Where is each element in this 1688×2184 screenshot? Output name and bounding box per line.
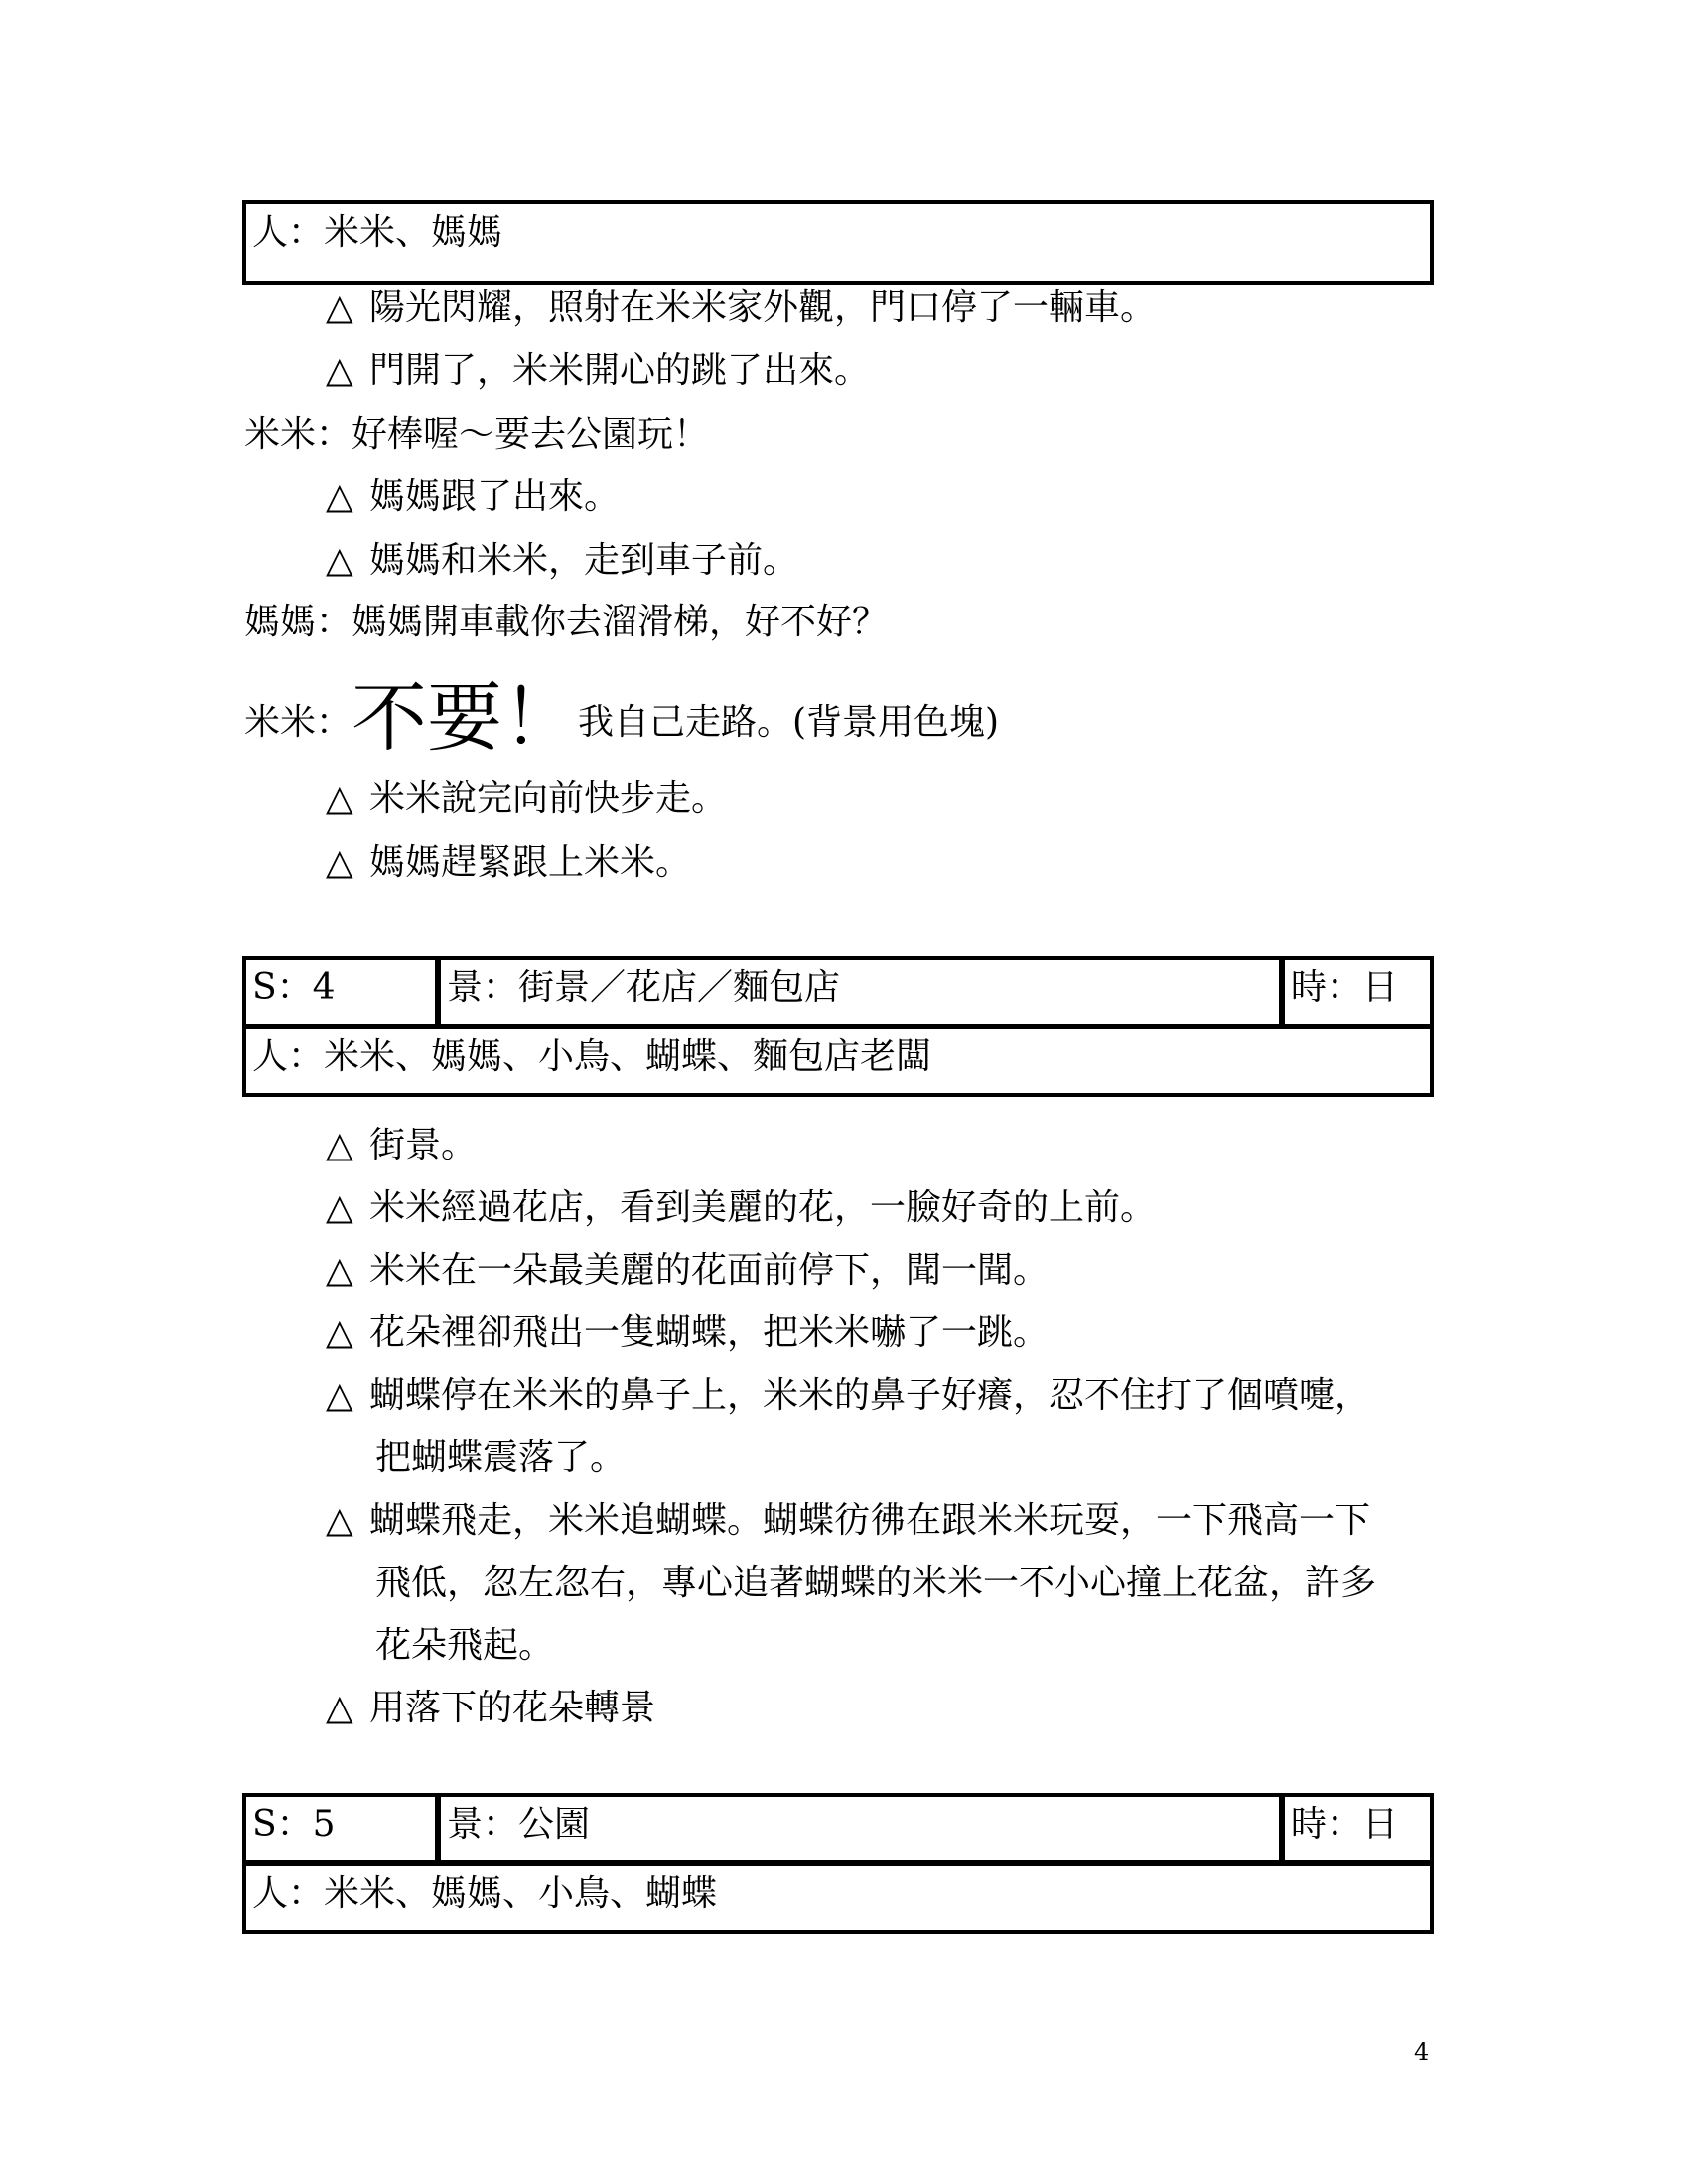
action-line: △ 街景。 — [326, 1125, 478, 1165]
action-line: △ 蝴蝶停在米米的鼻子上，米米的鼻子好癢，忍不住打了個噴嚏， — [326, 1375, 1371, 1416]
action-line: △ 媽媽跟了出來。 — [326, 477, 621, 517]
action-line: △ 門開了，米米開心的跳了出來。 — [326, 350, 871, 391]
scene-4-header — [242, 956, 1434, 1097]
scene-time: 時：日 — [1291, 967, 1399, 1008]
scene-people: 人：米米、媽媽、小鳥、蝴蝶 — [252, 1873, 718, 1914]
action-line: △ 米米在一朵最美麗的花面前停下，聞一聞。 — [326, 1250, 1050, 1291]
action-line: △ 陽光閃耀，照射在米米家外觀，門口停了一輛車。 — [326, 287, 1157, 328]
dialog-text: 我自己走路。(背景用色塊) — [578, 702, 1000, 743]
scene-number: S：5 — [246, 1797, 441, 1860]
scene-location: 景：公園 — [441, 1797, 1285, 1860]
action-line: △ 用落下的花朵轉景 — [326, 1688, 656, 1728]
dialog-speaker: 米米： — [244, 414, 352, 455]
action-line: △ 媽媽趕緊跟上米米。 — [326, 842, 692, 883]
action-line: △ 蝴蝶飛走，米米追蝴蝶。蝴蝶彷彿在跟米米玩耍，一下飛高一下 — [326, 1500, 1371, 1541]
scene-5-header — [242, 1793, 1434, 1934]
scene-number: S：4 — [246, 960, 441, 1024]
action-line-continued: 飛低，忽左忽右，專心追著蝴蝶的米米一不小心撞上花盆，許多 — [375, 1563, 1377, 1603]
scene-location: 景：街景／花店／麵包店 — [441, 960, 1285, 1024]
dialog-emphasis: 不要！ — [352, 673, 579, 761]
dialog-speaker: 媽媽： — [244, 602, 352, 642]
scene-3-people: 人：米米、媽媽 — [252, 212, 503, 253]
action-line: △ 媽媽和米米，走到車子前。 — [326, 540, 799, 581]
action-line: △ 花朵裡卻飛出一隻蝴蝶，把米米嚇了一跳。 — [326, 1312, 1050, 1353]
dialog-text: 好棒喔～要去公園玩！ — [352, 414, 710, 455]
scene-time: 時：日 — [1291, 1804, 1399, 1844]
page-number: 4 — [1414, 2038, 1430, 2066]
action-line: △ 米米說完向前快步走。 — [326, 778, 728, 819]
dialog-speaker: 米米： — [244, 702, 352, 743]
dialog-line — [244, 415, 709, 455]
action-line-continued: 把蝴蝶震落了。 — [375, 1437, 627, 1478]
scene-people: 人：米米、媽媽、小鳥、蝴蝶、麵包店老闆 — [252, 1036, 932, 1077]
action-line: △ 米米經過花店，看到美麗的花，一臉好奇的上前。 — [326, 1187, 1157, 1228]
dialog-line — [244, 603, 888, 642]
action-line-continued: 花朵飛起。 — [375, 1625, 555, 1666]
dialog-text: 媽媽開車載你去溜滑梯，好不好？ — [352, 602, 889, 642]
scene-3-header — [242, 200, 1434, 285]
dialog-line — [244, 673, 1000, 761]
